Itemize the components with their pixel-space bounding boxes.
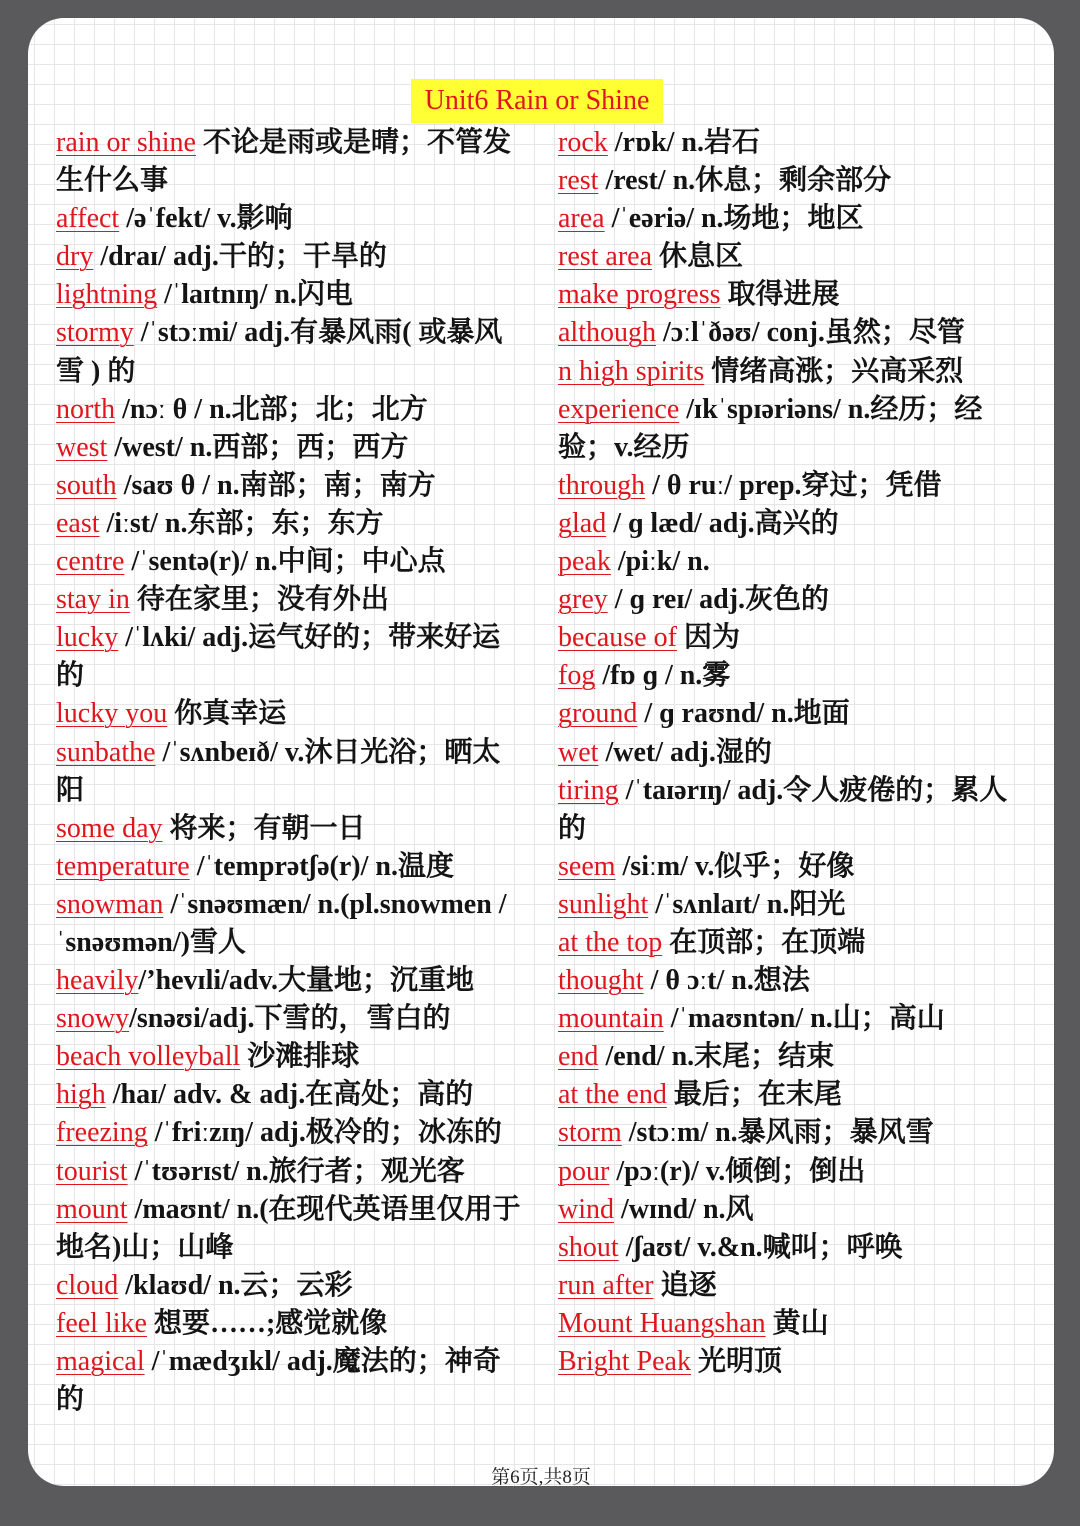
vocab-word: snowy [56, 1003, 130, 1035]
vocab-entry [558, 467, 1028, 505]
vocab-entry [558, 1267, 1028, 1305]
vocab-definition: /end/ n.末尾；结束 [598, 1041, 835, 1073]
vocab-definition: /ˈfriːzɪŋ/ adj.极冷的；冰冻的 [147, 1117, 502, 1149]
vocab-word: south [56, 469, 117, 501]
vocab-word: rock [558, 127, 608, 158]
vocab-definition: /wet/ adj.湿的 [598, 736, 772, 768]
vocab-definition: /ˈsnəʊmæn/ n.(pl.snowmen /ˈsnəʊmən/)雪人 [56, 888, 507, 958]
vocab-word: fog [558, 660, 596, 692]
vocab-word: rest [558, 165, 599, 197]
vocab-entry [56, 810, 522, 848]
vocab-definition: /ʃaʊt/ v.&n.喊叫；呼唤 [618, 1231, 903, 1263]
vocab-word: west [56, 431, 108, 463]
vocab-definition: / θ ɔːt/ n.想法 [643, 965, 810, 997]
vocab-entry [56, 734, 522, 810]
vocab-definition: /fɒ ɡ / n.雾 [595, 660, 731, 692]
vocab-word: Bright Peak [558, 1346, 691, 1377]
vocab-entry [558, 124, 1028, 162]
vocab-word: area [558, 203, 605, 235]
vocab-entry [56, 1153, 522, 1191]
vocab-definition: /haɪ/ adv. & adj.在高处；高的 [105, 1079, 474, 1111]
vocab-definition: /ɔːlˈðəʊ/ conj.虽然；尽管 [656, 317, 965, 349]
vocab-entry [56, 1114, 522, 1152]
vocab-entry [558, 619, 1028, 657]
vocab-definition: /saʊ θ / n.南部；南；南方 [116, 469, 436, 501]
vocab-definition: /ˈlaɪtnɪŋ/ n.闪电 [157, 279, 353, 311]
vocab-definition: /ˈlʌki/ adj.运气好的；带来好运的 [56, 622, 501, 692]
vocab-word: because of [558, 622, 677, 654]
vocab-definition: 黄山 [765, 1307, 829, 1339]
vocab-word: stay in [56, 584, 130, 616]
vocab-word: experience [558, 393, 680, 425]
vocab-word: magical [56, 1346, 145, 1377]
vocab-definition: /ˈsʌnlaɪt/ n.阳光 [648, 888, 846, 920]
vocab-definition: 休息区 [652, 241, 744, 273]
vocab-definition: /ˈstɔːmi/ adj.有暴风雨( 或暴风雪 ) 的 [56, 317, 503, 387]
vocab-word: cloud [56, 1269, 119, 1301]
vocab-entry [56, 467, 522, 505]
vocab-definition: /ˈtemprətʃə(r)/ n.温度 [189, 850, 454, 882]
vocab-word: stormy [56, 317, 134, 349]
vocab-definition: / ɡ reɪ/ adj.灰色的 [607, 584, 830, 616]
vocab-entry [56, 1038, 522, 1076]
vocab-entry [558, 238, 1028, 276]
vocab-entry [56, 619, 522, 695]
vocab-entry [558, 695, 1028, 733]
vocab-definition: /ˈmaʊntən/ n.山；高山 [663, 1003, 945, 1035]
vocab-word: pour [558, 1155, 610, 1187]
vocab-word: feel like [56, 1307, 147, 1339]
vocab-entry [56, 391, 522, 429]
vocab-column-right [558, 124, 1028, 1381]
vocab-entry [558, 1229, 1028, 1267]
vocab-entry [56, 962, 522, 1000]
vocab-entry [56, 1305, 522, 1343]
vocab-entry [558, 1305, 1028, 1343]
vocab-word: storm [558, 1117, 622, 1149]
vocab-definition: /west/ n.西部；西；西方 [107, 431, 409, 463]
vocab-entry [558, 657, 1028, 695]
page-title: Unit6 Rain or Shine [411, 79, 663, 123]
vocab-entry [558, 505, 1028, 543]
vocab-definition: /ˈtʊərɪst/ n.旅行者；观光客 [127, 1155, 465, 1187]
vocab-definition: /rest/ n.休息；剩余部分 [598, 165, 892, 197]
vocab-word: peak [558, 546, 611, 578]
vocab-entry [558, 353, 1028, 391]
vocab-word: freezing [56, 1117, 148, 1149]
vocab-definition: / ɡ læd/ adj.高兴的 [606, 507, 839, 539]
vocab-word: lucky you [56, 698, 168, 730]
vocab-entry [56, 200, 522, 238]
vocab-entry [558, 581, 1028, 619]
vocab-word: end [558, 1041, 599, 1073]
vocab-entry [56, 1000, 522, 1038]
vocab-entry [558, 962, 1028, 1000]
vocab-definition: /rɒk/ n.岩石 [607, 127, 760, 158]
vocab-word: snowman [56, 888, 164, 920]
vocab-word: heavily [56, 965, 139, 997]
vocab-word: ground [558, 698, 638, 730]
vocab-definition: 在顶部；在顶端 [662, 926, 866, 958]
vocab-entry [558, 200, 1028, 238]
vocab-definition: /siːm/ v.似乎；好像 [615, 850, 855, 882]
vocab-entry [558, 1000, 1028, 1038]
vocab-word: centre [56, 546, 125, 578]
vocab-word: sunbathe [56, 736, 156, 768]
vocab-definition: 追逐 [653, 1269, 717, 1301]
vocab-word: wet [558, 736, 599, 768]
vocab-definition: 不论是雨或是晴；不管发生什么事 [56, 127, 511, 197]
vocab-entry [56, 505, 522, 543]
vocab-entry [56, 1267, 522, 1305]
vocab-word: beach volleyball [56, 1041, 241, 1073]
vocab-entry [56, 1343, 522, 1419]
vocab-word: wind [558, 1193, 614, 1225]
vocab-word: seem [558, 850, 616, 882]
vocab-definition: 想要……;感觉就像 [146, 1307, 388, 1339]
vocab-word: east [56, 507, 100, 539]
vocab-entry [558, 1038, 1028, 1076]
vocab-entry [558, 162, 1028, 200]
vocab-word: north [56, 393, 116, 425]
vocab-word: glad [558, 507, 607, 539]
vocab-word: mount [56, 1193, 128, 1225]
vocab-word: grey [558, 584, 608, 616]
vocab-entry [558, 1076, 1028, 1114]
vocab-entry [56, 695, 522, 733]
vocab-word: mountain [558, 1003, 664, 1035]
vocab-entry [558, 848, 1028, 886]
vocab-word: some day [56, 812, 163, 844]
vocab-entry [558, 1153, 1028, 1191]
vocab-word: lucky [56, 622, 119, 654]
vocab-word: run after [558, 1269, 654, 1301]
page-footer: 第6页,共8页 [491, 1467, 591, 1486]
vocab-definition: /stɔːm/ n.暴风雨；暴风雪 [621, 1117, 934, 1149]
vocab-definition: /ˈtaɪərɪŋ/ adj.令人疲倦的；累人的 [558, 774, 1008, 844]
vocab-word: n high spirits [558, 355, 705, 387]
vocab-word: Mount Huangshan [558, 1307, 766, 1339]
vocab-entry [558, 314, 1028, 352]
vocab-definition: / θ ruː/ prep.穿过；凭借 [645, 469, 942, 501]
vocab-word: sunlight [558, 888, 649, 920]
vocab-entry [558, 924, 1028, 962]
vocab-word: temperature [56, 850, 190, 882]
vocab-definition: /ˈsʌnbeɪð/ v.沐日光浴；晒太阳 [56, 736, 501, 806]
vocab-word: through [558, 469, 646, 501]
vocab-entry [56, 1191, 522, 1267]
document-page [28, 18, 1054, 1486]
vocab-definition: 你真幸运 [167, 698, 287, 730]
vocab-entry [56, 429, 522, 467]
vocab-word: dry [56, 241, 94, 273]
vocab-definition: /pɔː(r)/ v.倾倒；倒出 [609, 1155, 866, 1187]
vocab-word: make progress [558, 279, 721, 311]
vocab-definition: 最后；在末尾 [666, 1079, 842, 1111]
vocab-definition: 沙滩排球 [240, 1041, 360, 1073]
vocab-definition: /ˈsentə(r)/ n.中间；中心点 [124, 546, 446, 578]
vocab-word: at the top [558, 926, 663, 958]
vocab-word: rest area [558, 241, 653, 273]
vocab-entry [56, 314, 522, 390]
vocab-entry [558, 1114, 1028, 1152]
vocab-entry [558, 772, 1028, 848]
vocab-definition: /wɪnd/ n.风 [614, 1193, 754, 1225]
vocab-word: rain or shine [56, 127, 196, 158]
vocab-definition: /’hevɪli/adv.大量地；沉重地 [138, 965, 474, 997]
vocab-word: tiring [558, 774, 619, 806]
vocab-entry [558, 734, 1028, 772]
vocab-word: at the end [558, 1079, 667, 1111]
vocab-definition: /ɪkˈspɪəriəns/ n.经历；经验；v.经历 [558, 393, 983, 463]
vocab-entry [56, 1076, 522, 1114]
vocab-definition: /ˈeəriə/ n.场地；地区 [604, 203, 864, 235]
vocab-definition: / ɡ raʊnd/ n.地面 [637, 698, 850, 730]
vocab-column-left [56, 124, 522, 1419]
vocab-definition: /iːst/ n.东部；东；东方 [99, 507, 384, 539]
vocab-entry [558, 1191, 1028, 1229]
vocab-definition: 待在家里；没有外出 [129, 584, 389, 616]
vocab-word: high [56, 1079, 106, 1111]
vocab-entry [56, 543, 522, 581]
vocab-definition: /draɪ/ adj.干的；干旱的 [93, 241, 387, 273]
vocab-word: affect [56, 203, 120, 235]
vocab-entry [558, 1343, 1028, 1381]
vocab-definition: /snəʊi/adj.下雪的，雪白的 [129, 1003, 451, 1035]
vocab-word: shout [558, 1231, 619, 1263]
vocab-definition: /piːk/ n. [610, 546, 710, 578]
vocab-entry [558, 543, 1028, 581]
vocab-definition: /maʊnt/ n.(在现代英语里仅用于地名)山；山峰 [56, 1193, 521, 1263]
vocab-word: lightning [56, 279, 158, 311]
vocab-entry [558, 886, 1028, 924]
vocab-definition: /ˈmædʒɪkl/ adj.魔法的；神奇的 [56, 1346, 501, 1416]
vocab-definition: /əˈfekt/ v.影响 [119, 203, 293, 235]
vocab-entry [56, 276, 522, 314]
vocab-definition: 光明顶 [691, 1346, 783, 1377]
vocab-entry [558, 391, 1028, 467]
vocab-definition: 情绪高涨；兴高采烈 [704, 355, 964, 387]
vocab-entry [558, 276, 1028, 314]
vocab-word: thought [558, 965, 644, 997]
vocab-definition: 将来；有朝一日 [162, 812, 366, 844]
vocab-definition: /klaʊd/ n.云；云彩 [118, 1269, 353, 1301]
vocab-entry [56, 886, 522, 962]
vocab-definition: 因为 [676, 622, 740, 654]
vocab-entry [56, 581, 522, 619]
vocab-definition: /nɔː θ / n.北部；北；北方 [115, 393, 428, 425]
vocab-word: tourist [56, 1155, 128, 1187]
vocab-entry [56, 238, 522, 276]
vocab-definition: 取得进展 [720, 279, 840, 311]
vocab-entry [56, 848, 522, 886]
vocab-word: although [558, 317, 656, 349]
vocab-entry [56, 124, 522, 200]
